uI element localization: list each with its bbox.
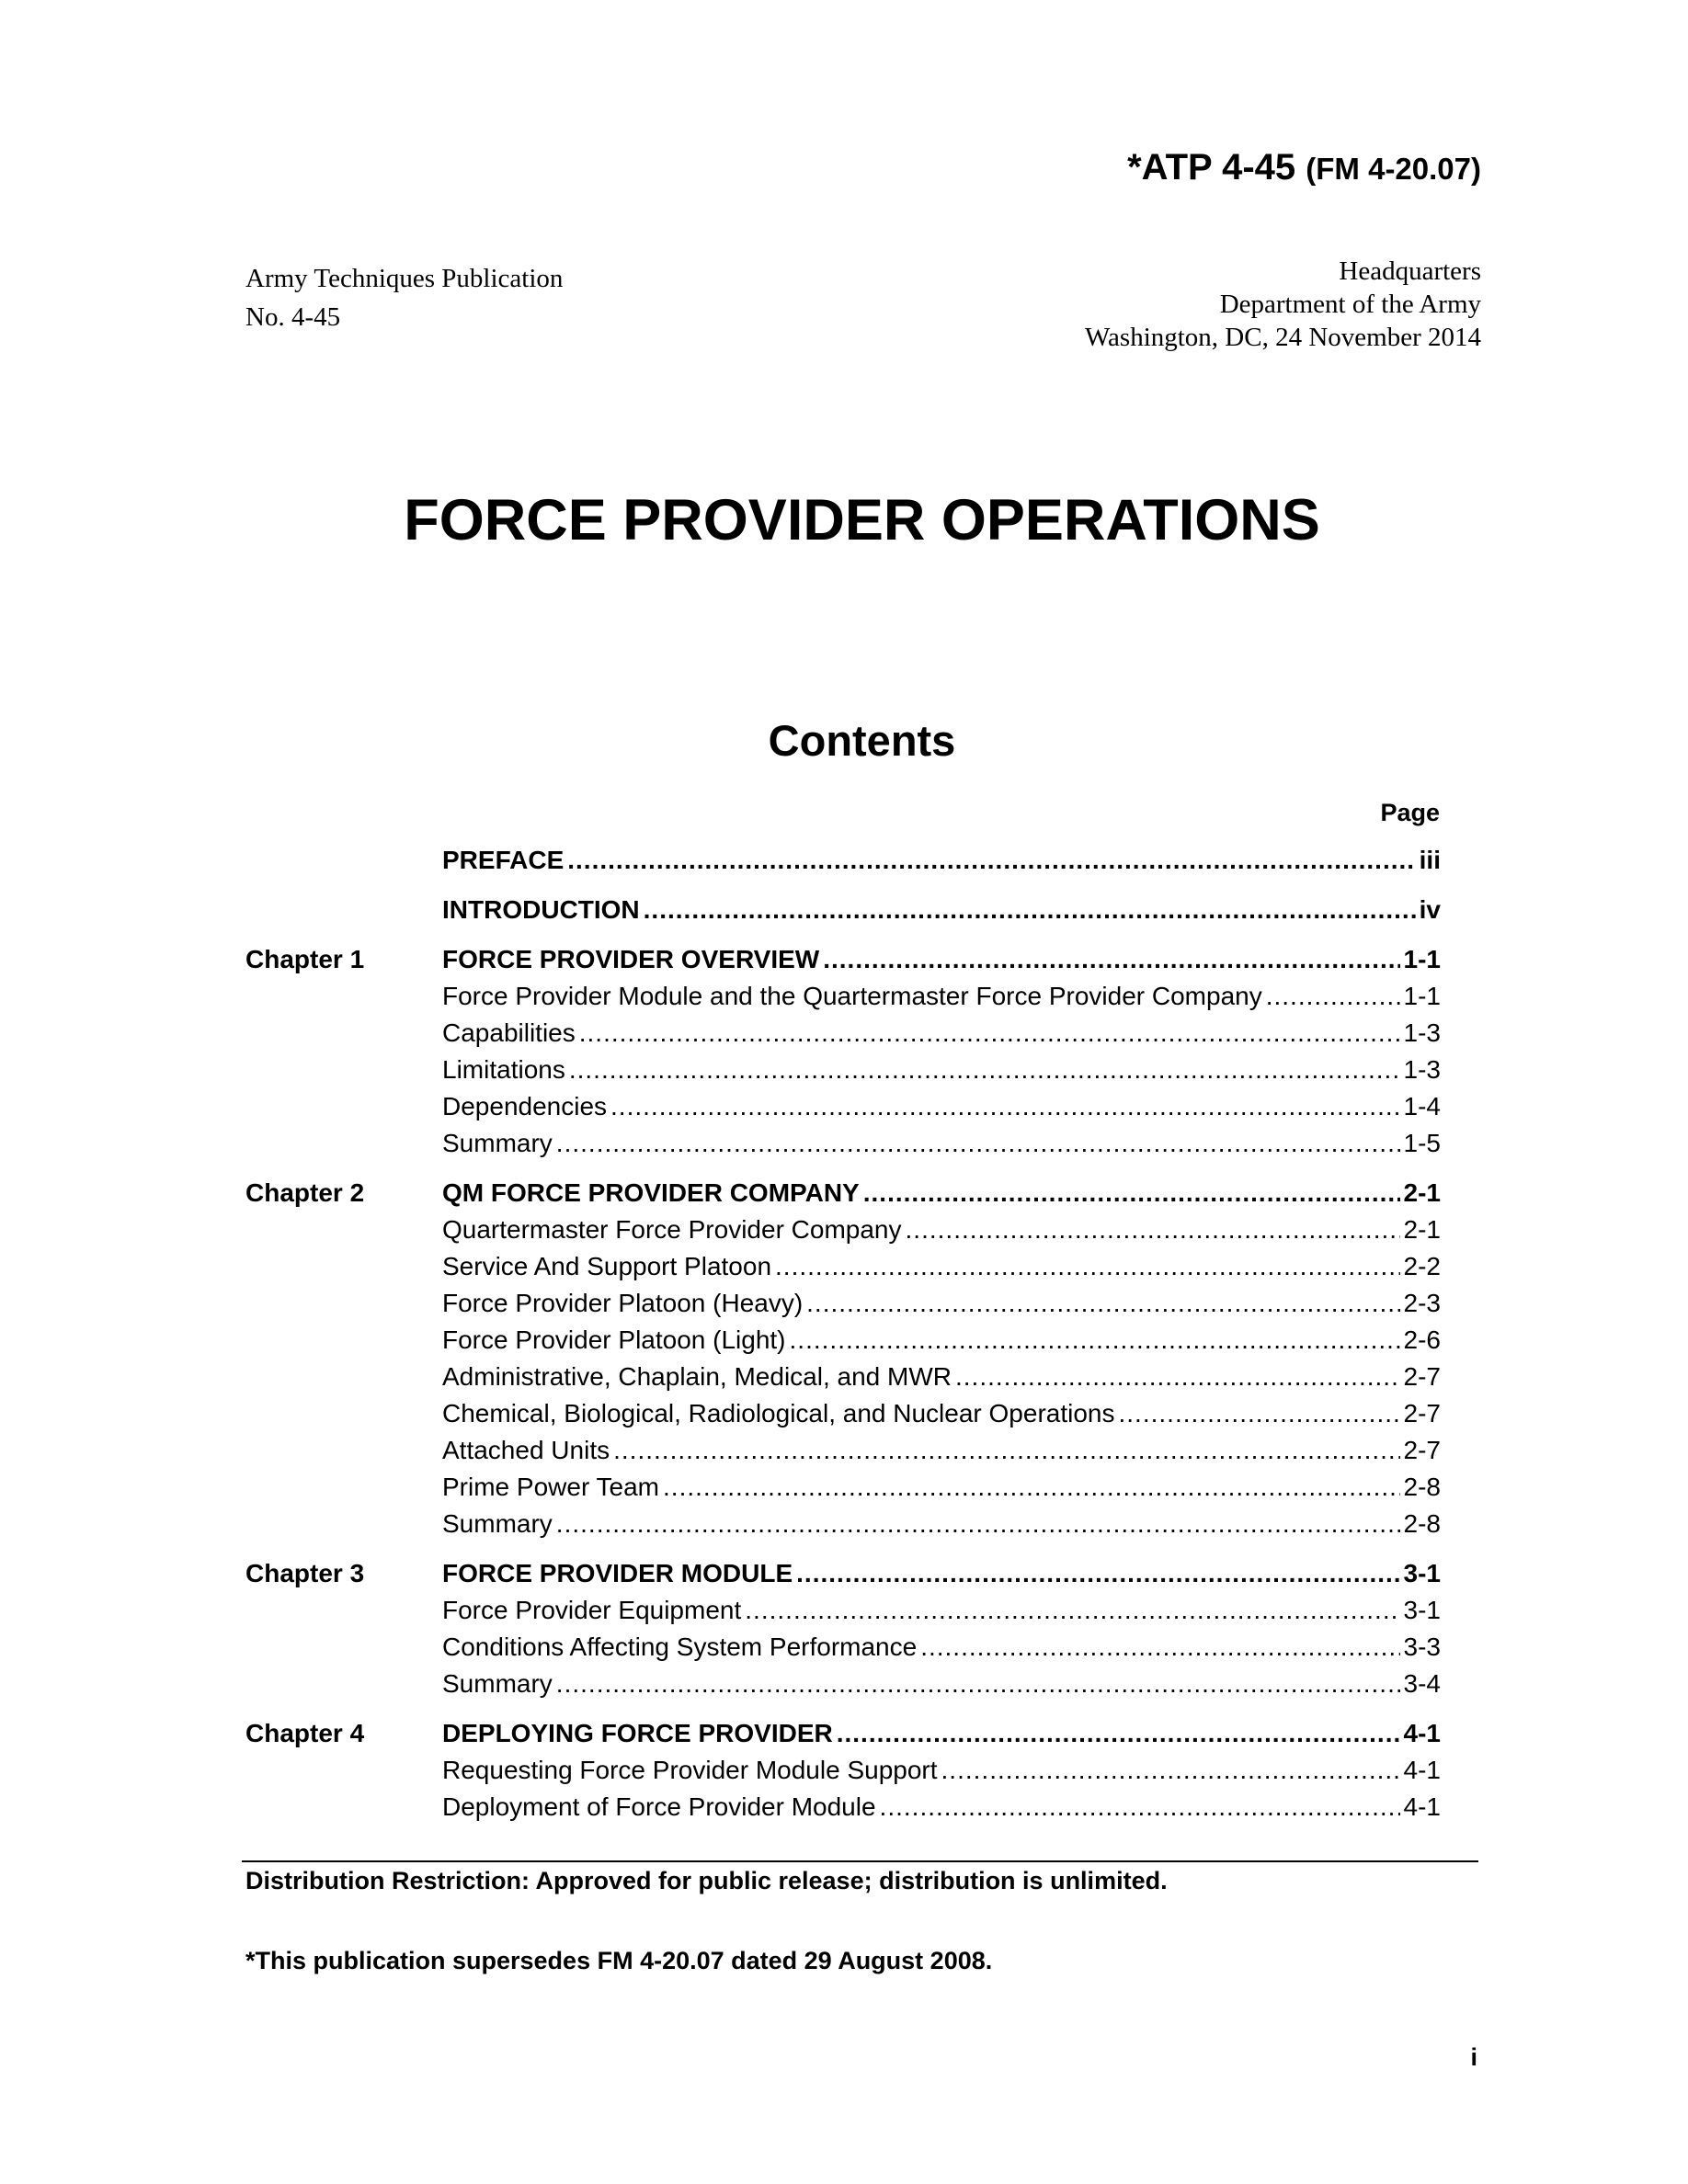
toc-entry-page: 4-1 (1403, 1719, 1441, 1747)
toc-section-2-2[interactable] (245, 1248, 1441, 1285)
toc-entry-page: 2-3 (1403, 1289, 1441, 1317)
toc-entry-page: iii (1419, 846, 1441, 874)
toc-entry-title: DEPLOYING FORCE PROVIDER (442, 1719, 833, 1747)
toc-entry-page: 2-8 (1403, 1509, 1441, 1538)
toc-entry (442, 1248, 1441, 1285)
publication-number-line: No. 4-45 (245, 302, 341, 332)
toc-section-3-3[interactable] (245, 1666, 1441, 1702)
dot-leader (610, 1088, 1400, 1125)
dot-leader (1119, 1395, 1400, 1432)
toc-entry (442, 1469, 1441, 1506)
toc-entry-page: 1-1 (1403, 982, 1441, 1010)
toc-entry-title: Force Provider Equipment (442, 1596, 742, 1624)
toc-chapter-3[interactable] (245, 1555, 1441, 1592)
toc-entry-title: Summary (442, 1669, 553, 1698)
issuer-department: Department of the Army (1219, 290, 1481, 319)
page-number: i (1470, 2043, 1477, 2071)
toc-section-4-2[interactable] (245, 1789, 1441, 1826)
toc-entry-page: 3-1 (1403, 1596, 1441, 1624)
toc-section-1-1[interactable] (245, 978, 1441, 1015)
toc-front-matter-0[interactable] (245, 842, 1441, 879)
document-title: FORCE PROVIDER OPERATIONS (404, 488, 1320, 552)
toc-chapter-4[interactable] (245, 1715, 1441, 1752)
distribution-restriction: Distribution Restriction: Approved for public release; distribution is unlimited. (245, 1867, 1168, 1894)
toc-entry (442, 1285, 1441, 1322)
toc-entry (442, 892, 1441, 928)
toc-entry (442, 1629, 1441, 1666)
dot-leader (880, 1789, 1400, 1826)
dot-leader (837, 1715, 1400, 1752)
toc-entry (442, 1015, 1441, 1052)
dot-leader (644, 892, 1416, 928)
toc-entry-title: Summary (442, 1129, 553, 1157)
toc-entry-page: 2-1 (1403, 1178, 1441, 1207)
toc-section-1-4[interactable] (245, 1088, 1441, 1125)
supersession-notice: *This publication supersedes FM 4-20.07 dated 29 August 2008. (245, 1947, 993, 1974)
toc-section-2-8[interactable] (245, 1469, 1441, 1506)
toc-entry-title: Attached Units (442, 1436, 610, 1464)
toc-entry (442, 1125, 1441, 1162)
dot-leader (790, 1322, 1400, 1359)
toc-entry-page: 1-3 (1403, 1018, 1441, 1047)
dot-leader (613, 1432, 1399, 1469)
toc-entry-title: Force Provider Platoon (Light) (442, 1325, 786, 1354)
toc-entry-title: FORCE PROVIDER MODULE (442, 1559, 793, 1587)
toc-section-2-3[interactable] (245, 1285, 1441, 1322)
toc-entry (442, 1359, 1441, 1395)
toc-entry-page: 1-5 (1403, 1129, 1441, 1157)
toc-entry-page: 1-1 (1403, 945, 1441, 973)
toc-entry (442, 1432, 1441, 1469)
dot-leader (579, 1015, 1400, 1052)
toc-entry-title: FORCE PROVIDER OVERVIEW (442, 945, 820, 973)
toc-section-2-4[interactable] (245, 1322, 1441, 1359)
dot-leader (663, 1469, 1400, 1506)
toc-entry (442, 978, 1441, 1015)
toc-entry-page: 4-1 (1403, 1756, 1441, 1784)
dot-leader (796, 1555, 1399, 1592)
toc-entry (442, 1555, 1441, 1592)
toc-section-1-3[interactable] (245, 1052, 1441, 1088)
toc-entry-page: 2-1 (1403, 1215, 1441, 1244)
toc-entry-title: PREFACE (442, 846, 565, 874)
toc-entry-page: 3-3 (1403, 1632, 1441, 1661)
dot-leader (863, 1175, 1400, 1211)
table-of-contents (245, 842, 1441, 1826)
toc-entry-title: INTRODUCTION (442, 895, 640, 924)
toc-entry-page: 2-7 (1403, 1399, 1441, 1428)
toc-chapter-2[interactable] (245, 1175, 1441, 1211)
toc-entry-page: 2-6 (1403, 1325, 1441, 1354)
toc-entry (442, 1715, 1441, 1752)
toc-section-1-2[interactable] (245, 1015, 1441, 1052)
toc-entry-title: Administrative, Chaplain, Medical, and MWR (442, 1362, 952, 1391)
dot-leader (906, 1211, 1400, 1248)
issuer-block (1085, 255, 1481, 354)
toc-entry (442, 1789, 1441, 1826)
toc-chapter-1[interactable] (245, 941, 1441, 978)
toc-section-1-5[interactable] (245, 1125, 1441, 1162)
toc-entry (442, 842, 1441, 879)
toc-entry-title: Requesting Force Provider Module Support (442, 1756, 938, 1784)
toc-entry-title: Summary (442, 1509, 553, 1538)
chapter-label: Chapter 2 (245, 1178, 365, 1207)
publication-number: *ATP 4-45 (1127, 147, 1296, 188)
dot-leader (556, 1666, 1400, 1702)
issue-place-date: Washington, DC, 24 November 2014 (1084, 323, 1481, 352)
toc-entry-page: 1-3 (1403, 1055, 1441, 1084)
toc-section-2-6[interactable] (245, 1395, 1441, 1432)
toc-entry-title: Force Provider Platoon (Heavy) (442, 1289, 804, 1317)
toc-entry-title: Capabilities (442, 1018, 576, 1047)
toc-section-2-1[interactable] (245, 1211, 1441, 1248)
chapter-label: Chapter 4 (245, 1719, 365, 1747)
page-column-label: Page (1380, 799, 1440, 826)
dot-leader (941, 1752, 1400, 1789)
publication-type: Army Techniques Publication (245, 264, 564, 293)
toc-section-3-1[interactable] (245, 1592, 1441, 1629)
publication-type-block (245, 259, 563, 336)
toc-entry-title: Dependencies (442, 1092, 608, 1120)
toc-entry (442, 1506, 1441, 1542)
toc-entry-title: Limitations (442, 1055, 565, 1084)
footer-divider (242, 1860, 1478, 1862)
dot-leader (567, 842, 1415, 879)
toc-front-matter-1[interactable] (245, 892, 1441, 928)
toc-entry-page: 2-2 (1403, 1252, 1441, 1280)
toc-section-2-5[interactable] (245, 1359, 1441, 1395)
dot-leader (745, 1592, 1399, 1629)
dot-leader (920, 1629, 1399, 1666)
toc-entry (442, 941, 1441, 978)
toc-entry-title: Chemical, Biological, Radiological, and Nuclear Operations (442, 1399, 1115, 1428)
toc-entry-page: iv (1419, 895, 1441, 924)
toc-entry-page: 3-4 (1403, 1669, 1441, 1698)
toc-entry-title: Conditions Affecting System Performance (442, 1632, 918, 1661)
toc-entry (442, 1395, 1441, 1432)
toc-entry (442, 1088, 1441, 1125)
toc-entry (442, 1752, 1441, 1789)
dot-leader (1266, 978, 1400, 1015)
toc-entry-title: Deployment of Force Provider Module (442, 1792, 876, 1821)
toc-section-2-9[interactable] (245, 1506, 1441, 1542)
chapter-label: Chapter 3 (245, 1559, 365, 1587)
toc-entry-page: 2-8 (1403, 1473, 1441, 1501)
contents-heading: Contents (768, 716, 956, 765)
toc-entry (442, 1592, 1441, 1629)
toc-entry-title: Force Provider Module and the Quartermaster Force Provider Company (442, 982, 1262, 1010)
toc-entry (442, 1211, 1441, 1248)
dot-leader (806, 1285, 1399, 1322)
dot-leader (569, 1052, 1400, 1088)
dot-leader (556, 1125, 1400, 1162)
toc-section-2-7[interactable] (245, 1432, 1441, 1469)
toc-entry-page: 2-7 (1403, 1362, 1441, 1391)
dot-leader (955, 1359, 1400, 1395)
toc-section-3-2[interactable] (245, 1629, 1441, 1666)
dot-leader (823, 941, 1399, 978)
toc-entry (442, 1052, 1441, 1088)
dot-leader (556, 1506, 1400, 1542)
toc-entry-page: 2-7 (1403, 1436, 1441, 1464)
superseded-publication-code: (FM 4-20.07) (1306, 152, 1481, 186)
toc-section-4-1[interactable] (245, 1752, 1441, 1789)
publication-id (1127, 147, 1481, 188)
toc-entry-page: 3-1 (1403, 1559, 1441, 1587)
toc-entry (442, 1175, 1441, 1211)
dot-leader (775, 1248, 1400, 1285)
chapter-label: Chapter 1 (245, 945, 365, 973)
toc-entry (442, 1322, 1441, 1359)
toc-entry-page: 4-1 (1403, 1792, 1441, 1821)
toc-entry-page: 1-4 (1403, 1092, 1441, 1120)
toc-entry-title: Service And Support Platoon (442, 1252, 772, 1280)
toc-entry (442, 1666, 1441, 1702)
toc-entry-title: QM FORCE PROVIDER COMPANY (442, 1178, 860, 1207)
toc-entry-title: Prime Power Team (442, 1473, 660, 1501)
toc-entry-title: Quartermaster Force Provider Company (442, 1215, 902, 1244)
issuer-headquarters: Headquarters (1339, 256, 1481, 286)
